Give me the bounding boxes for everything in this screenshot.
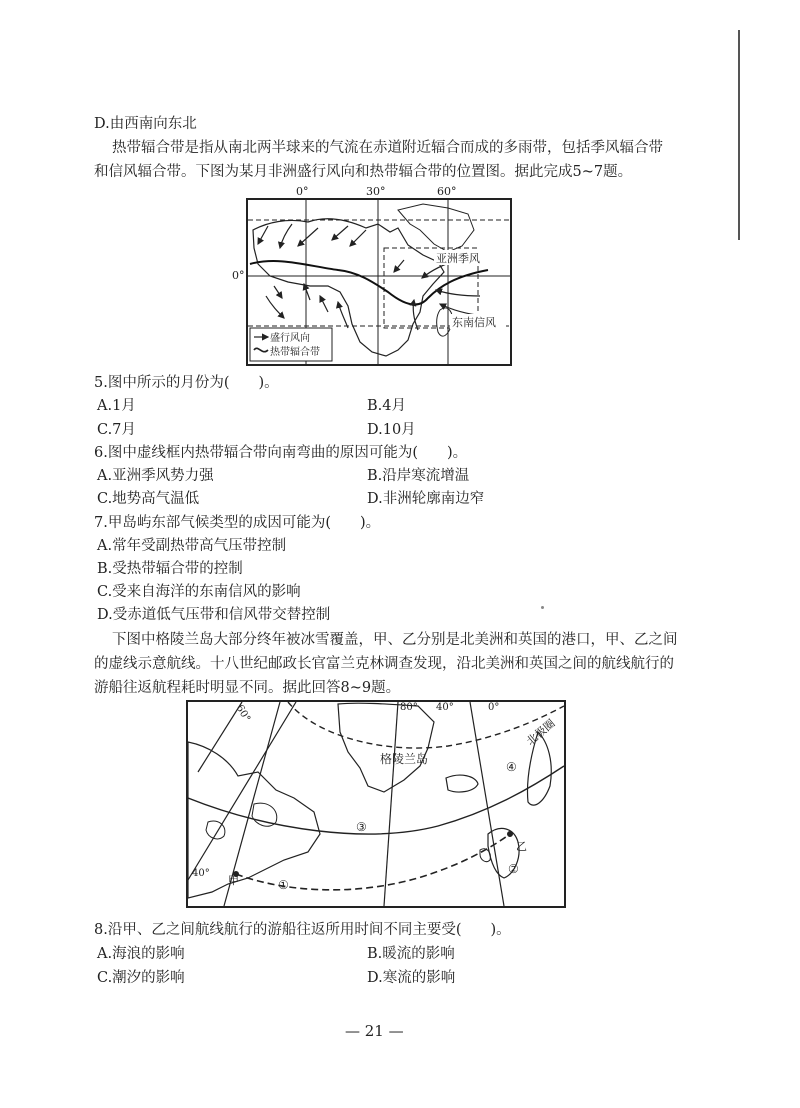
q5-option-c: C.7月: [97, 422, 136, 438]
africa-wind-map: [246, 198, 512, 366]
q6-option-b: B.沿岸寒流增温: [367, 468, 470, 484]
map2-lon-0: 0°: [488, 702, 500, 713]
africa-wind-map-svg: [248, 200, 510, 364]
q5-option-b: B.4月: [367, 398, 406, 414]
scan-edge-line: [738, 30, 740, 240]
map2-lon-80: 80°: [400, 702, 418, 713]
intro2-paragraph-line-3: 游船往返航程耗时明显不同。据此回答8~9题。: [94, 680, 401, 696]
q7-option-b: B.受热带辐合带的控制: [97, 561, 243, 577]
q7-option-a: A.常年受副热带高气压带控制: [97, 538, 287, 554]
q5-option-a: A.1月: [97, 398, 136, 414]
port-jia-label: 甲: [228, 874, 239, 887]
scan-speck: [541, 606, 544, 609]
map2-lon-40-top: 40°: [436, 702, 454, 713]
page-number: — 21 —: [345, 1022, 404, 1040]
q8-stem: 8.沿甲、乙之间航线航行的游船往返所用时间不同主要受( )。: [94, 922, 511, 938]
q8-option-a: A.海浪的影响: [97, 946, 185, 962]
intro-paragraph-line-2: 和信风辐合带。下图为某月非洲盛行风向和热带辐合带的位置图。据此完成5~7题。: [94, 164, 633, 180]
marker-3: ③: [356, 820, 367, 834]
map1-lat-label-0: 0°: [232, 269, 245, 282]
q5-option-d: D.10月: [367, 422, 416, 438]
q8-option-b: B.暖流的影响: [367, 946, 455, 962]
q6-option-d: D.非洲轮廓南边窄: [367, 491, 485, 507]
marker-1: ①: [278, 878, 289, 892]
q6-option-c: C.地势高气温低: [97, 491, 200, 507]
port-yi-label: 乙: [516, 840, 527, 853]
intro-paragraph-line-1: 热带辐合带是指从南北两半球来的气流在赤道附近辐合而成的多雨带，包括季风辐合带: [112, 140, 663, 156]
map2-lon-60: 60°: [233, 703, 253, 724]
q4-option-d: D.由西南向东北: [94, 116, 197, 132]
intro2-paragraph-line-1: 下图中格陵兰岛大部分终年被冰雪覆盖，甲、乙分别是北美洲和英国的港口，甲、乙之间: [112, 632, 678, 648]
map1-lon-label-60: 60°: [437, 185, 457, 198]
q7-option-d: D.受赤道低气压带和信风带交替控制: [97, 607, 331, 623]
legend-itcz-label: 热带辐合带: [270, 347, 320, 358]
map2-lon-40-left: 40°: [192, 868, 210, 879]
southeast-trade-label: 东南信风: [452, 316, 496, 329]
map1-lon-label-0: 0°: [296, 185, 309, 198]
q6-option-a: A.亚洲季风势力强: [97, 468, 214, 484]
greenland-label: 格陵兰岛: [380, 752, 429, 766]
marker-2: ②: [508, 862, 519, 876]
north-atlantic-route-map: [186, 700, 566, 908]
marker-4: ④: [506, 760, 517, 774]
q5-stem: 5.图中所示的月份为( )。: [94, 375, 279, 391]
q8-option-c: C.潮汐的影响: [97, 970, 185, 986]
q8-option-d: D.寒流的影响: [367, 970, 456, 986]
intro2-paragraph-line-2: 的虚线示意航线。十八世纪邮政长官富兰克林调查发现，沿北美洲和英国之间的航线航行的: [94, 656, 674, 672]
asian-monsoon-label: 亚洲季风: [436, 252, 480, 265]
q7-option-c: C.受来自海洋的东南信风的影响: [97, 584, 301, 600]
arctic-circle-label: 北极圈: [524, 716, 558, 748]
q6-stem: 6.图中虚线框内热带辐合带向南弯曲的原因可能为( )。: [94, 445, 468, 461]
q7-stem: 7.甲岛屿东部气候类型的成因可能为( )。: [94, 515, 381, 531]
map1-lon-label-30: 30°: [366, 185, 386, 198]
legend-wind-label: 盛行风向: [270, 333, 310, 344]
